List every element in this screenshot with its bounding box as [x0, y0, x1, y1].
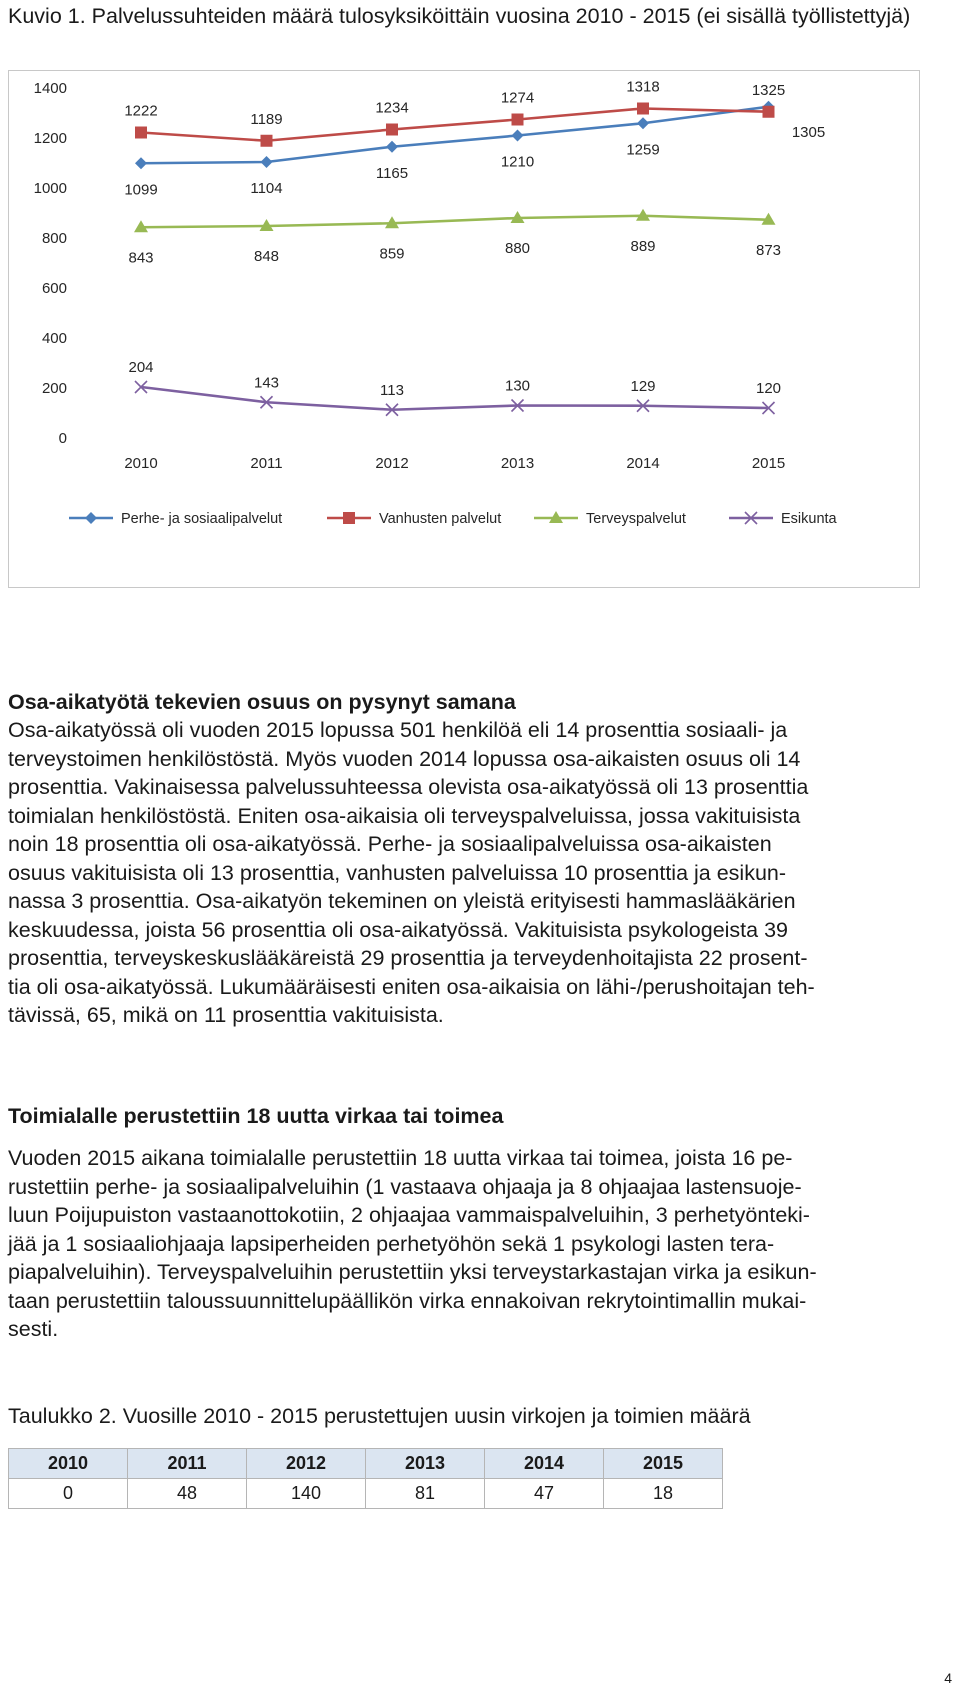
legend-label: Terveyspalvelut [586, 511, 686, 527]
x-tick-label: 2015 [751, 455, 786, 472]
legend-label: Esikunta [781, 511, 837, 527]
table-row [9, 1479, 723, 1509]
data-label: 143 [253, 374, 280, 392]
table-cell: 48 [128, 1479, 247, 1509]
data-label: 1222 [124, 102, 158, 120]
table-header-cell: 2012 [247, 1449, 366, 1479]
data-label: 1274 [500, 89, 535, 107]
legend-marker [343, 512, 355, 524]
figure-caption: Kuvio 1. Palvelussuhteiden määrä tulosyksiköittäin vuosina 2010 - 2015 (ei sisällä työllistettyjä) [8, 4, 911, 28]
y-tick-label: 400 [41, 330, 67, 347]
data-label: 1189 [250, 110, 283, 128]
section-body-new-posts: Vuoden 2015 aikana toimialalle perustettiin 18 uutta virkaa tai toimea, joista 16 pe- rustettiin perhe- ja sosiaalipalveluihin (1 vastaava ohjaaja ja 8 ohjaajaa lastensuoje- luun Poijupuiston vastaanottokotiin, 2 ohjaajaa vammaispalveluihin, 3 perhetyönteki- jää ja 1 sosiaaliohjaaja lapsiperheiden perhetyöhön sekä 1 psykologi lasten tera- piapalveluihin). Terveyspalveluihin perustettiin yksi terveystarkastajan virka ja esikun- taan perustettiin taloussuunnittelupäällikön virka ennakoivan rekrytointimallin mukai- sesti. [8, 1146, 817, 1341]
data-label: 873 [755, 241, 782, 259]
data-label: 1325 [751, 81, 786, 99]
table-header-cell: 2015 [604, 1449, 723, 1479]
series-line [141, 109, 769, 141]
data-label: 1210 [500, 153, 535, 171]
y-tick-label: 800 [41, 230, 67, 247]
table-header-row [9, 1449, 723, 1479]
legend-marker [85, 512, 97, 524]
legend-label: Perhe- ja sosiaalipalvelut [121, 511, 283, 527]
data-point [386, 124, 398, 136]
data-point [512, 130, 524, 142]
data-point [512, 114, 524, 126]
data-label: 113 [380, 381, 404, 399]
line-chart [8, 70, 920, 588]
data-point [135, 157, 147, 169]
table-header-cell: 2010 [9, 1449, 128, 1479]
data-point [637, 117, 649, 129]
y-tick-label: 200 [41, 380, 67, 397]
data-point [763, 106, 775, 118]
x-tick-label: 2011 [250, 455, 283, 472]
table-cell: 81 [366, 1479, 485, 1509]
y-tick-label: 1000 [33, 180, 67, 197]
section-body-part-time: Osa-aikatyössä oli vuoden 2015 lopussa 501 henkilöä eli 14 prosenttia sosiaali- ja terveystoimen henkilöstöstä. Myös vuoden 2014 lopussa osa-aikaisten osuus oli 14 prosenttia. Vakinaisessa palvelussuhteessa olevista osa-aikatyössä oli 13 prosenttia toimialan henkilöstöstä. Eniten osa-aikaisia oli terveyspalveluissa, jossa vakituisista noin 18 prosenttia oli osa-aikatyössä. Perhe- ja sosiaalipalveluissa osa-aikaisten osuus vakituisista oli 13 prosenttia, vanhusten palveluissa 10 prosenttia ja esikun- nassa 3 prosenttia. Osa-aikatyön tekeminen on yleistä erityisesti hammaslääkärien keskuudessa, joista 56 prosenttia oli osa-aikatyössä. Vakituisista psykologeista 39 prosenttia, terveyskeskuslääkäreistä 29 prosenttia ja terveydenhoitajista 22 prosent- tia oli osa-aikatyössä. Lukumääräisesti eniten osa-aikaisia on lähi-/perushoitajan teh- tävissä, 65, mikä on 11 prosenttia vakituisista. [8, 718, 815, 1027]
page-number: 4 [944, 1670, 952, 1686]
data-label: 880 [504, 240, 531, 257]
y-tick-label: 1400 [33, 80, 67, 97]
data-label: 129 [630, 377, 656, 395]
data-label: 1165 [375, 164, 409, 182]
legend-label: Vanhusten palvelut [379, 511, 502, 527]
data-label: 1318 [626, 78, 660, 96]
series-line [141, 107, 769, 164]
data-label: 1234 [375, 99, 409, 117]
table-cell: 47 [485, 1479, 604, 1509]
table-header-cell: 2014 [485, 1449, 604, 1479]
y-tick-label: 600 [41, 280, 67, 297]
data-label: 889 [630, 237, 656, 255]
table-header-cell: 2011 [128, 1449, 247, 1479]
table-header-cell: 2013 [366, 1449, 485, 1479]
x-tick-label: 2013 [500, 455, 535, 472]
data-point [261, 135, 273, 147]
table-cell: 140 [247, 1479, 366, 1509]
data-label: 130 [504, 377, 531, 395]
data-label: 859 [379, 245, 405, 263]
data-label: 848 [253, 248, 280, 265]
data-point [135, 127, 147, 139]
y-tick-label: 0 [58, 430, 67, 447]
table-cell: 0 [9, 1479, 128, 1509]
series-line [141, 216, 769, 228]
data-label: 120 [755, 380, 782, 397]
data-label: 1099 [124, 181, 158, 199]
section-heading-part-time: Osa-aikatyötä tekevien osuus on pysynyt samana [8, 690, 516, 714]
data-point [261, 156, 273, 168]
data-label: 1305 [791, 123, 826, 141]
table-title: Taulukko 2. Vuosille 2010 - 2015 perustettujen uusin virkojen ja toimien määrä [8, 1404, 751, 1428]
y-tick-label: 1200 [33, 130, 67, 147]
line-chart-svg [9, 71, 921, 589]
data-label: 204 [128, 359, 154, 376]
new-posts-table [8, 1448, 723, 1509]
data-point [386, 141, 398, 153]
data-label: 1104 [250, 180, 283, 197]
series-line [141, 387, 769, 410]
x-tick-label: 2010 [124, 455, 158, 472]
table-cell: 18 [604, 1479, 723, 1509]
x-tick-label: 2012 [375, 455, 409, 472]
data-point [637, 103, 649, 115]
x-tick-label: 2014 [626, 455, 660, 472]
data-label: 1259 [626, 141, 660, 159]
data-label: 843 [128, 249, 154, 267]
section-heading-new-posts: Toimialalle perustettiin 18 uutta virkaa tai toimea [8, 1104, 504, 1128]
